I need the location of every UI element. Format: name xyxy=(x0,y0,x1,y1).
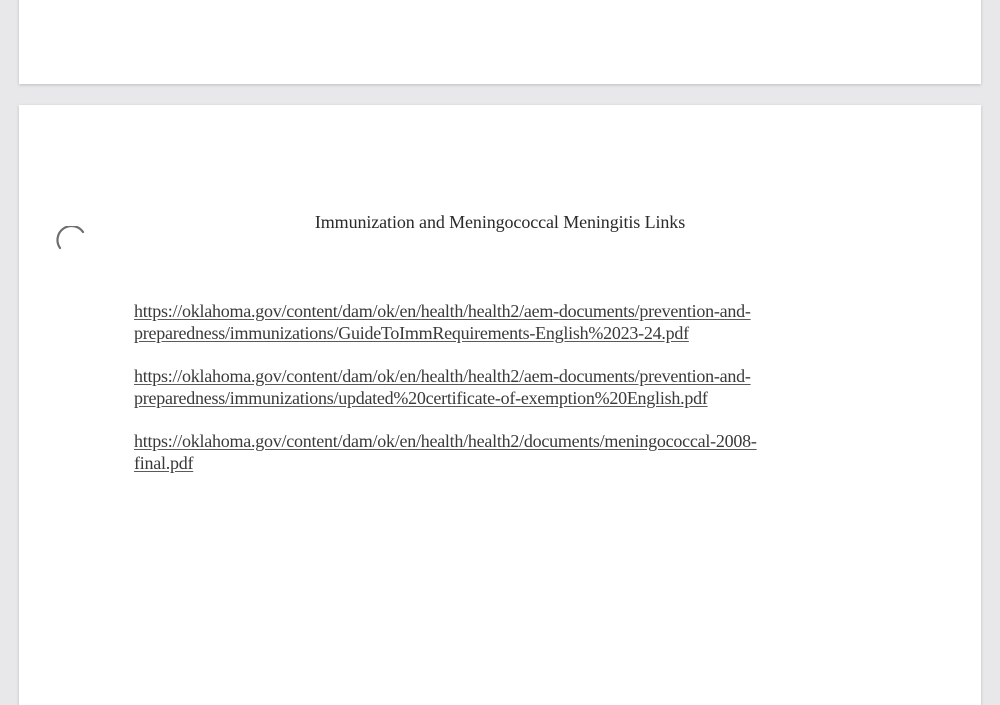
document-title: Immunization and Meningococcal Meningitis Links xyxy=(314,212,686,232)
link-line: https://oklahoma.gov/content/dam/ok/en/health/health2/aem-documents/prevention-and- xyxy=(134,366,751,386)
previous-page xyxy=(19,0,981,84)
link-list xyxy=(134,300,834,495)
link-line: https://oklahoma.gov/content/dam/ok/en/health/health2/documents/meningococcal-2008- xyxy=(134,431,757,451)
link-immunization-guide[interactable] xyxy=(134,300,834,344)
link-line: https://oklahoma.gov/content/dam/ok/en/health/health2/aem-documents/prevention-and- xyxy=(134,301,751,321)
link-meningococcal[interactable] xyxy=(134,430,834,474)
link-line: preparedness/immunizations/GuideToImmRequirements-English%2023-24.pdf xyxy=(134,323,689,343)
link-line: final.pdf xyxy=(134,453,194,473)
link-certificate-of-exemption[interactable] xyxy=(134,365,834,409)
link-line: preparedness/immunizations/updated%20certificate-of-exemption%20English.pdf xyxy=(134,388,708,408)
